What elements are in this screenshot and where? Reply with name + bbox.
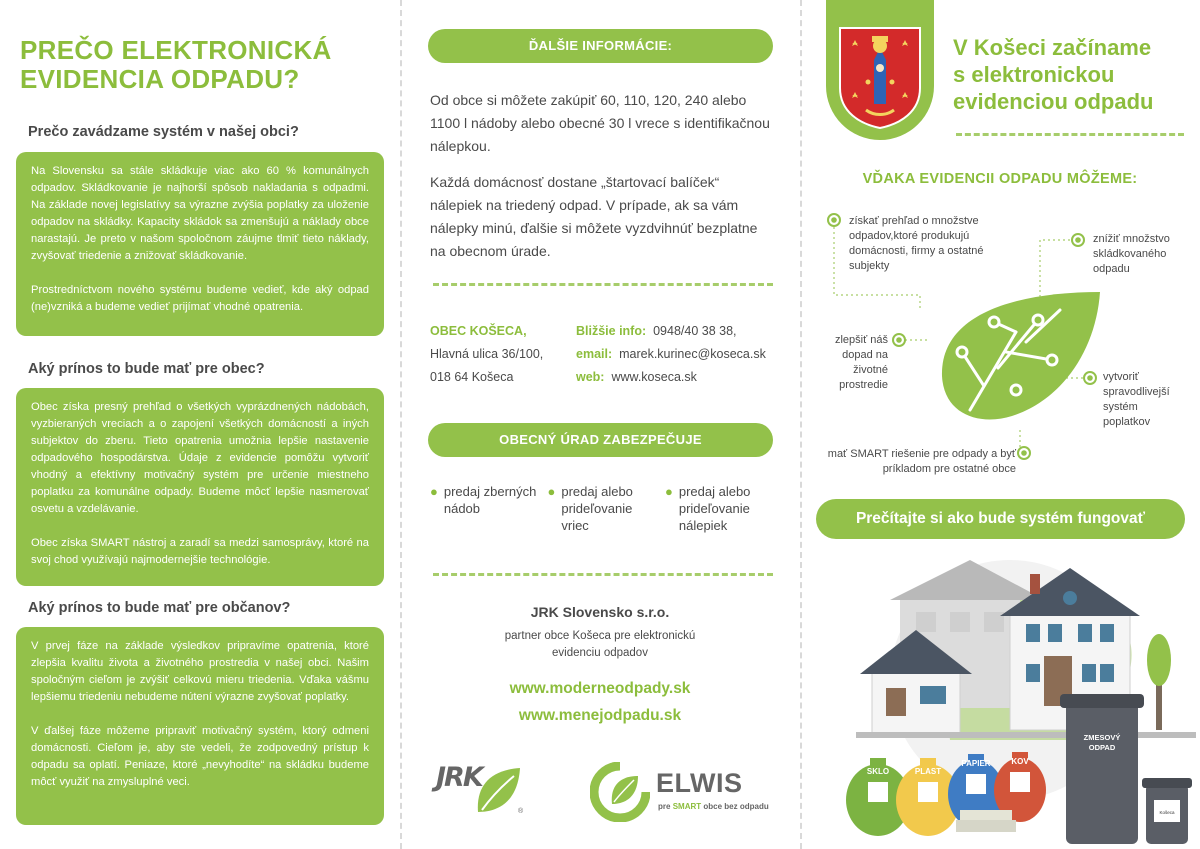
office-heading: OBECNÝ ÚRAD ZABEZPEČUJE bbox=[428, 423, 773, 457]
answer-box-1 bbox=[16, 152, 384, 336]
elwis-leaf-icon bbox=[590, 762, 650, 822]
web-link[interactable]: www.koseca.sk bbox=[611, 370, 697, 384]
address-street: Hlavná ulica 36/100, bbox=[430, 347, 544, 361]
list-item: ● predaj zberných nádob bbox=[430, 483, 540, 534]
info-paragraph-1: Od obce si môžete zakúpiť 60, 110, 120, 240 alebo 1100 l nádoby alebo obecné 30 l vrece s identifikačnou nálepkou. bbox=[430, 92, 770, 154]
email-link[interactable]: marek.kurinec@koseca.sk bbox=[619, 347, 766, 361]
list-item: ● predaj alebo prideľovanie nálepiek bbox=[665, 484, 751, 533]
email-label: email: bbox=[576, 347, 613, 361]
divider bbox=[433, 283, 773, 286]
link-menejodpadu[interactable]: www.menejodpadu.sk bbox=[518, 707, 682, 724]
bag-label-papier: PAPIER bbox=[961, 759, 991, 768]
panel-why bbox=[0, 0, 400, 849]
coat-of-arms-icon bbox=[838, 26, 922, 130]
question-heading-3: Aký prínos to bude mať pre občanov? bbox=[28, 600, 291, 616]
houses-and-bins-illustration bbox=[820, 560, 1200, 849]
title-line-2: EVIDENCIA ODPADU? bbox=[20, 64, 300, 94]
answer-box-3 bbox=[16, 627, 384, 825]
elwis-logo-text: ELWIS bbox=[656, 768, 743, 798]
municipality-address bbox=[430, 320, 543, 389]
divider bbox=[433, 573, 773, 576]
title-line-1: PREČO ELEKTRONICKÁ bbox=[20, 35, 332, 65]
cover-title: V Košeci začíname s elektronickou evidenciou odpadu bbox=[953, 35, 1154, 114]
address-city: 018 64 Košeca bbox=[430, 370, 514, 384]
divider bbox=[956, 133, 1184, 136]
municipality-name: OBEC KOŠECA, bbox=[430, 324, 527, 338]
benefit-overview: získať prehľad o množstve odpadov,ktoré produkujú domácnosti, firmy a ostatné subjekty bbox=[849, 215, 984, 272]
answer-paragraph: V prvej fáze na základe výsledkov pripravíme opatrenia, ktoré zlepšia kvalitu života a životného prostredia v našej obci. Našim spoločným cieľom je zvýšiť celkovú mieru triedenia. Vďaka vášmu lepšiemu triedeniu nebudeme nútení výrazne zvyšovať poplatky. bbox=[31, 640, 369, 703]
bullet-dot-icon: ● bbox=[430, 484, 438, 499]
jrk-logo-text: JRK bbox=[436, 762, 482, 793]
partner-name: JRK Slovensko s.r.o. bbox=[530, 604, 670, 620]
benefit-reduce-landfill: znížiť množstvo skládkovaného odpadu bbox=[1093, 233, 1170, 275]
phone-value: 0948/40 38 38, bbox=[653, 324, 737, 338]
panel-cover bbox=[800, 0, 1200, 849]
question-heading-1: Prečo zavádzame systém v našej obci? bbox=[28, 124, 299, 140]
bin-label-line-2: ODPAD bbox=[1088, 743, 1116, 752]
info-heading: ĎALŠIE INFORMÁCIE: bbox=[428, 29, 773, 63]
benefit-fair-fees: vytvoriť spravodlivejší systém poplatkov bbox=[1103, 371, 1170, 428]
contact-details bbox=[576, 320, 766, 389]
crest-tab bbox=[826, 0, 934, 140]
answer-paragraph: Prostredníctvom nového systému budeme vedieť, kde aký odpad (ne)vzniká a budeme vedieť prijímať vhodné opatrenia. bbox=[31, 284, 369, 313]
benefit-environment: zlepšiť náš dopad na životné prostredie bbox=[834, 334, 888, 391]
read-how-it-works-button[interactable]: Prečítajte si ako bude systém fungovať bbox=[816, 499, 1185, 539]
link-moderneodpady[interactable]: www.moderneodpady.sk bbox=[509, 680, 691, 697]
list-item: ● predaj alebo prideľovanie vriec bbox=[547, 484, 633, 533]
answer-box-2 bbox=[16, 388, 384, 586]
bag-label-kov: KOV bbox=[1011, 757, 1029, 766]
small-bin-label: Košeca bbox=[1159, 810, 1175, 815]
answer-paragraph: Na Slovensku sa stále skládkuje viac ako 60 % komunálnych odpadov. Skládkovanie je najhorší spôsob nakladania s odpadmi. Na základe novej legislatívy sa výrazne zvýšia poplatky za uloženie odpadov na skládky. Kapacity skládok sa zmenšujú a náklady obce narastajú. Je preto v našom spoločnom záujme tlmiť tieto náklady, zvyšovať triedenie a znižovať skládkovanie. bbox=[31, 165, 369, 262]
partner-description: partner obce Košeca pre elektronickú evidenciu odpadov bbox=[504, 630, 696, 659]
bullet-dot-icon: ● bbox=[665, 484, 673, 499]
info-paragraph-2: Každá domácnosť dostane „štartovací balíček“ nálepiek na triedený odpad. V prípade, ak sa vám nálepky minú, ďalšie si môžete vyzdvihnúť bezplatne na obecnom úrade. bbox=[430, 174, 758, 259]
benefits-heading: VĎAKA EVIDENCII ODPADU MÔŽEME: bbox=[862, 171, 1138, 187]
bullet-dot-icon: ● bbox=[547, 484, 556, 499]
bin-label-line-1: ZMESOVÝ bbox=[1083, 733, 1121, 742]
answer-paragraph: Obec získa SMART nástroj a zaradí sa medzi samosprávy, ktoré na svoj chod využívajú najmodernejšie technológie. bbox=[31, 537, 369, 566]
answer-paragraph: Obec získa presný prehľad o všetkých vyprázdnených nádobách, vyzbieraných vreciach a o zapojení všetkých domácností a iných subjektov do zberu. Tieto opatrenia umožnia lepšie nastavenie odpadového hospodárstva. Údaje z evidencie pomôžu vytvoriť vhodný a efektívny motivačný systém pre určenie miestneho poplatku za komunálne odpady. Budeme môcť lepšie nasmerovať osvetu a vzdelávanie. bbox=[31, 401, 369, 515]
question-heading-2: Aký prínos to bude mať pre obec? bbox=[28, 361, 265, 377]
phone-label: Bližšie info: bbox=[576, 324, 647, 338]
bag-label-sklo: SKLO bbox=[866, 767, 890, 776]
benefit-smart: mať SMART riešenie pre odpady a byť príkladom pre ostatné obce bbox=[827, 448, 1016, 475]
office-services-list bbox=[430, 483, 775, 534]
jrk-logo bbox=[436, 758, 531, 820]
page-title bbox=[20, 36, 380, 94]
answer-paragraph: V ďalšej fáze môžeme pripraviť motivačný systém, ktorý odmeni domácnosti. Cieľom je, aby ste vedeli, že zodpovedný prístup k odpadu sa oplatí. Peniaze, ktoré „nevyhodíte“ na skládku budeme môcť využiť na zmysluplné veci. bbox=[31, 725, 369, 788]
panel-info bbox=[400, 0, 800, 849]
elwis-logo bbox=[590, 760, 770, 824]
elwis-tagline: pre SMART obce bez odpadu bbox=[658, 802, 769, 811]
web-label: web: bbox=[576, 370, 605, 384]
bag-label-plast: PLAST bbox=[914, 767, 942, 776]
registered-mark: ® bbox=[518, 808, 524, 815]
